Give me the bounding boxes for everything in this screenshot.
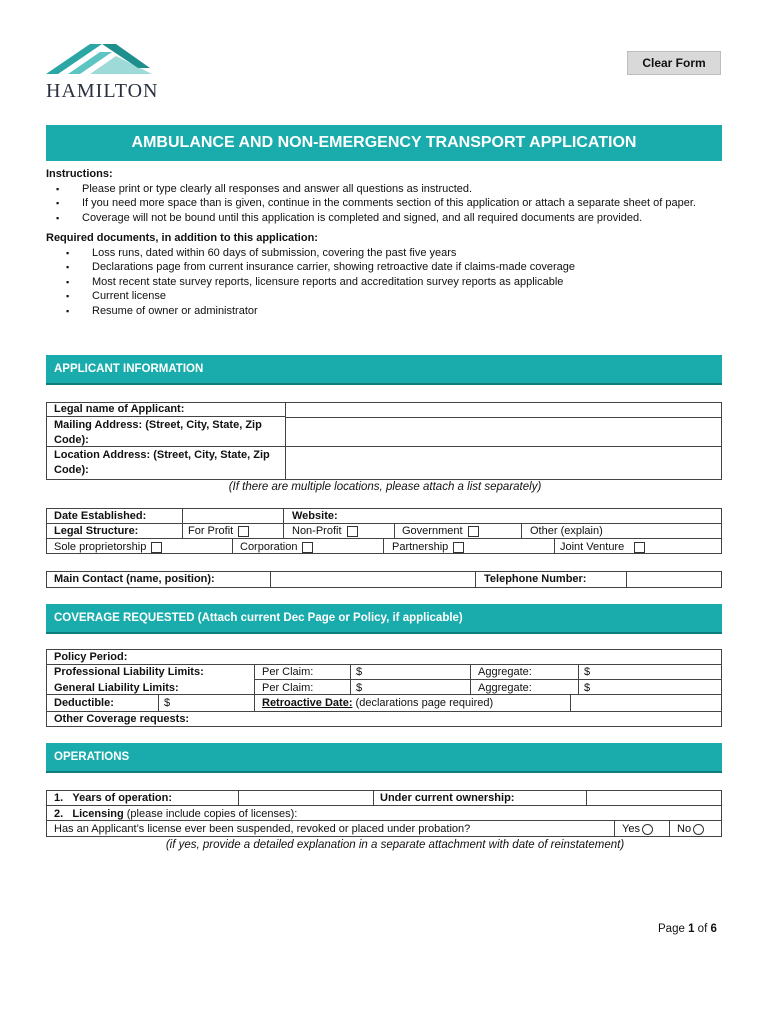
telephone-field[interactable]: [627, 572, 721, 587]
current-ownership-field[interactable]: [588, 791, 720, 804]
main-contact-label: Main Contact (name, position):: [54, 573, 215, 585]
deductible-label: Deductible:: [54, 697, 114, 709]
instruction-item: ▪ Please print or type clearly all responses and answer all questions as instructed.: [46, 182, 722, 197]
licensing-label: Licensing: [72, 808, 124, 820]
gen-per-claim-dollar: $: [356, 682, 363, 694]
website-label: Website:: [292, 510, 338, 522]
legal-structure-label: Legal Structure:: [54, 525, 139, 537]
date-established-field[interactable]: [183, 509, 283, 522]
page-word: Page: [658, 923, 685, 935]
date-established-label: Date Established:: [54, 510, 147, 522]
main-contact-field[interactable]: [271, 572, 475, 587]
required-doc-item: ▪ Declarations page from current insurance carrier, showing retroactive date if claims-made coverage: [46, 260, 722, 275]
locations-note: (If there are multiple locations, please attach a list separately): [228, 481, 542, 493]
section-operations: OPERATIONS: [46, 743, 722, 773]
mailing-address-field[interactable]: [287, 418, 721, 446]
yes-radio[interactable]: [642, 824, 653, 835]
sole-proprietorship-label: Sole proprietorship: [54, 541, 147, 553]
government-checkbox[interactable]: [468, 526, 479, 537]
page-total: 6: [710, 923, 717, 935]
prof-aggregate-dollar: $: [584, 666, 591, 678]
license-suspended-question: Has an Applicant’s license ever been suspended, revoked or placed under probation?: [54, 823, 471, 835]
years-of-operation-field[interactable]: [240, 791, 372, 804]
section-applicant-information: APPLICANT INFORMATION: [46, 355, 722, 385]
required-doc-item: ▪ Resume of owner or administrator: [46, 304, 722, 319]
required-doc-item: ▪ Most recent state survey reports, licensure reports and accreditation survey reports as applicable: [46, 275, 722, 290]
general-liability-label: General Liability Limits:: [54, 682, 179, 694]
deductible-dollar: $: [164, 697, 171, 709]
mailing-address-label: Mailing Address: (Street, City, State, Zip Code):: [54, 419, 262, 446]
telephone-label: Telephone Number:: [484, 573, 587, 585]
hamilton-logo-icon: [46, 42, 154, 78]
location-address-field[interactable]: [287, 448, 721, 479]
policy-period-label: Policy Period:: [54, 651, 128, 663]
for-profit-label: For Profit: [188, 525, 234, 537]
gen-aggregate-field[interactable]: [596, 681, 720, 694]
instruction-item: ▪ Coverage will not be bound until this application is completed and signed, and all required documents are provided.: [46, 211, 722, 226]
aggregate-label: Aggregate:: [478, 682, 532, 694]
retroactive-date-field[interactable]: [572, 696, 720, 710]
q1-number: 1.: [54, 792, 64, 804]
prof-aggregate-field[interactable]: [596, 665, 720, 678]
other-coverage-label: Other Coverage requests:: [54, 713, 190, 725]
joint-venture-label: Joint Venture: [560, 541, 625, 553]
location-address-label: Location Address: (Street, City, State, Zip Code):: [54, 449, 270, 476]
other-explain-label: Other (explain): [530, 525, 603, 537]
partnership-checkbox[interactable]: [453, 542, 464, 553]
deductible-field[interactable]: [176, 696, 252, 710]
legal-name-label: Legal name of Applicant:: [54, 403, 185, 415]
instructions: [46, 167, 722, 318]
non-profit-checkbox[interactable]: [347, 526, 358, 537]
required-doc-item: ▪ Loss runs, dated within 60 days of submission, covering the past five years: [46, 246, 722, 261]
policy-period-field[interactable]: [160, 650, 720, 663]
aggregate-label: Aggregate:: [478, 666, 532, 678]
legal-name-field[interactable]: [287, 403, 721, 416]
per-claim-label: Per Claim:: [262, 666, 314, 678]
page-current: 1: [688, 923, 695, 935]
q2-number: 2.: [54, 808, 64, 820]
no-radio[interactable]: [693, 824, 704, 835]
instruction-item: ▪ If you need more space than is given, continue in the comments section of this application or attach a separate sheet of paper.: [46, 196, 722, 211]
section-coverage-requested: COVERAGE REQUESTED (Attach current Dec Page or Policy, if applicable): [46, 604, 722, 634]
corporation-label: Corporation: [240, 541, 298, 553]
gen-aggregate-dollar: $: [584, 682, 591, 694]
prof-per-claim-dollar: $: [356, 666, 363, 678]
required-doc-item: ▪ Current license: [46, 289, 722, 304]
prof-per-claim-field[interactable]: [368, 665, 468, 678]
partnership-label: Partnership: [392, 541, 449, 553]
page-number: [658, 923, 717, 936]
corporation-checkbox[interactable]: [302, 542, 313, 553]
years-of-operation-label: Years of operation:: [72, 792, 172, 804]
of-word: of: [697, 923, 708, 935]
gen-per-claim-field[interactable]: [368, 681, 468, 694]
non-profit-label: Non-Profit: [292, 525, 342, 537]
licensing-note: (please include copies of licenses):: [126, 808, 298, 820]
per-claim-label: Per Claim:: [262, 682, 314, 694]
joint-venture-checkbox[interactable]: [634, 542, 645, 553]
clear-form-button[interactable]: Clear Form: [627, 51, 721, 75]
yes-label: Yes: [622, 823, 640, 835]
instructions-heading: Instructions:: [46, 168, 113, 180]
sole-proprietorship-checkbox[interactable]: [151, 542, 162, 553]
other-coverage-field[interactable]: [256, 712, 720, 726]
for-profit-checkbox[interactable]: [238, 526, 249, 537]
retroactive-date-note: (declarations page required): [355, 697, 494, 709]
retroactive-date-label: Retroactive Date:: [262, 697, 353, 709]
government-label: Government: [402, 525, 463, 537]
no-label: No: [677, 823, 692, 835]
professional-liability-label: Professional Liability Limits:: [54, 666, 204, 678]
logo-text: HAMILTON: [46, 80, 159, 102]
page-title: AMBULANCE AND NON-EMERGENCY TRANSPORT APPLICATION: [46, 125, 722, 161]
website-field[interactable]: [355, 509, 721, 522]
required-docs-heading: Required documents, in addition to this application:: [46, 232, 318, 244]
suspension-explanation-note: (if yes, provide a detailed explanation in a separate attachment with date of reinstatement): [165, 839, 625, 851]
current-ownership-label: Under current ownership:: [380, 792, 515, 804]
